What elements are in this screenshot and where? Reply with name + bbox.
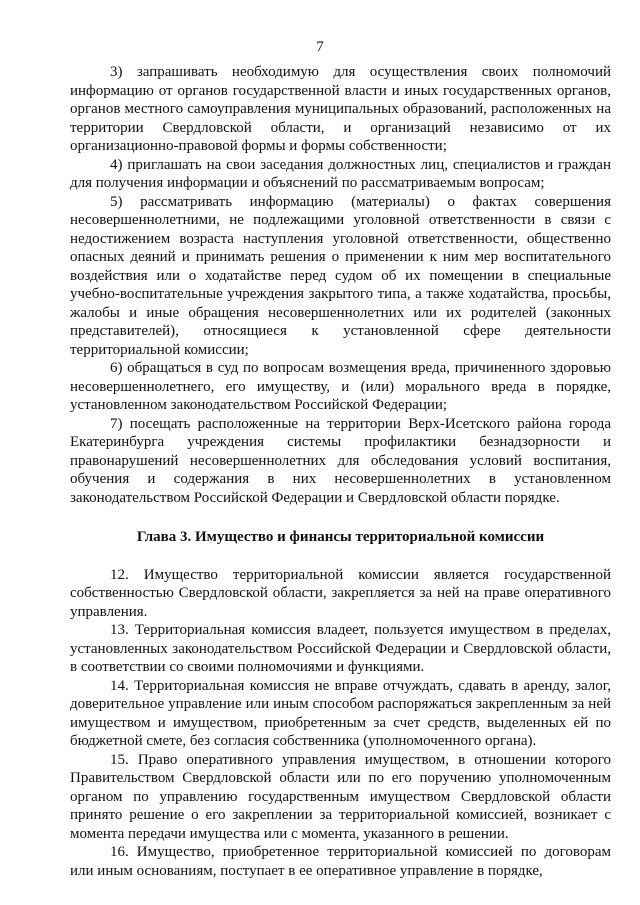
paragraph-item-3: 3) запрашивать необходимую для осуществления своих полномочий информацию от органов государственной власти и иных государственных органов, органов местного самоуправления муниципальных образований, расположенных на территории Свердловской области, и организаций независимо от их организационно-правовой формы и формы собственности; <box>70 64 611 154</box>
paragraph-item-5: 5) рассматривать информацию (материалы) о фактах совершения несовершеннолетними, не подлежащими уголовной ответственности в связи с недостижением возраста наступления уголовной ответственности, общественно опасных деяний и принимать решения о применении к ним мер воспитательного воздействия или о ходатайстве перед судом об их помещении в специальные учебно-воспитательные учреждения закрытого типа, а также ходатайства, просьбы, жалобы и иные обращения несовершеннолетних или их родителей (законных представителей), относящиеся к установленной сфере деятельности территориальной комиссии; <box>70 193 611 358</box>
paragraph-clause-16: 16. Имущество, приобретенное территориальной комиссией по договорам или иным основаниям, поступает в ее оперативное управление в порядке, <box>70 844 611 879</box>
paragraph-clause-12: 12. Имущество территориальной комиссии является государственной собственностью Свердловской области, закрепляется за ней на праве оперативного управления. <box>70 566 611 620</box>
page-number: 7 <box>316 39 324 55</box>
paragraph-clause-13: 13. Территориальная комиссия владеет, пользуется имуществом в пределах, установленных законодательством Российской Федерации и Свердловской области, в соответствии со своими полномочиями и функциями. <box>70 622 611 675</box>
paragraph-clause-15: 15. Право оперативного управления имуществом, в отношении которого Правительством Свердловской области или по его поручению уполномоченным органом по управлению государственным имуществом Свердловской области принято решение о его закреплении за территориальной комиссией, возникает с момента передачи имущества или с момента, указанного в решении. <box>70 751 611 842</box>
paragraph-item-6: 6) обращаться в суд по вопросам возмещения вреда, причиненного здоровью несовершеннолетнего, его имуществу, и (или) морального вреда в порядке, установленном законодательством Российской Федерации; <box>70 360 611 413</box>
paragraph-item-4: 4) приглашать на свои заседания должностных лиц, специалистов и граждан для получения информации и объяснений по рассматриваемым вопросам; <box>70 156 611 191</box>
paragraph-item-7: 7) посещать расположенные на территории Верх-Исетского района города Екатеринбурга учреждения системы профилактики безнадзорности и правонарушений несовершеннолетних для обследования условий воспитания, обучения и содержания в них несовершеннолетних в установленном законодательством Российской Федерации и Свердловской области порядке. <box>70 415 611 506</box>
chapter-heading: Глава 3. Имущество и финансы территориальной комиссии <box>136 529 545 545</box>
paragraph-clause-14: 14. Территориальная комиссия не вправе отчуждать, сдавать в аренду, залог, доверительное управление или иным способом распоряжаться закрепленным за ней имуществом и имуществом, приобретенным за счет средств, выделенных ей по бюджетной смете, без согласия собственника (уполномоченного органа). <box>70 677 611 749</box>
document-body <box>70 63 611 880</box>
